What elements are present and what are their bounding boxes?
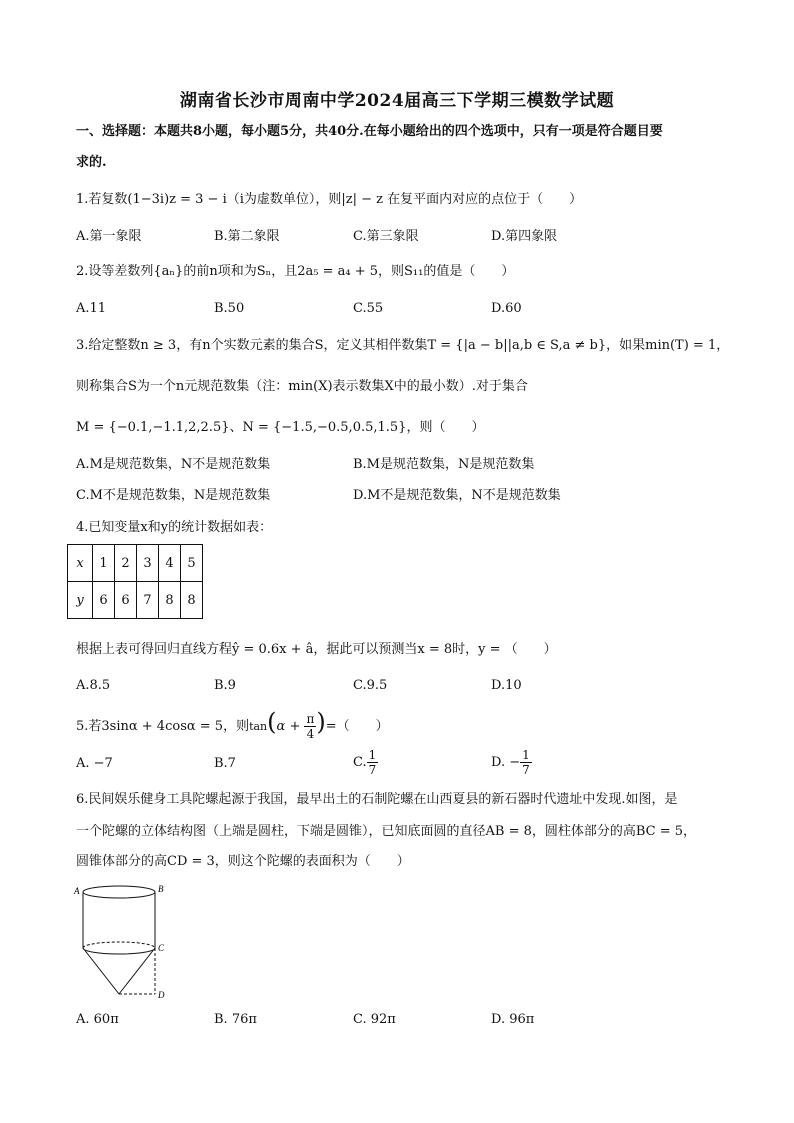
q5-pi-over-4: $\frac{\pi}{4}$: [306, 712, 315, 741]
cone-right-edge: [119, 948, 155, 994]
table-header-x: x: [68, 545, 93, 582]
table-cell: 2: [115, 545, 137, 582]
question-6-line1: 6.民间娱乐健身工具陀螺起源于我国，最早出土的石制陀螺在山西夏县的新石器时代遗址中发现.如图，是: [76, 792, 678, 807]
table-cell: 5: [181, 545, 203, 582]
label-c: C: [158, 943, 165, 953]
q2-option-b: B.50: [214, 301, 245, 316]
q5-alpha-plus: α +: [276, 719, 305, 734]
table-cell: 6: [93, 582, 115, 619]
q4-option-c: C.9.5: [353, 678, 388, 693]
q5-option-a: A. −7: [76, 756, 113, 771]
table-cell: 6: [115, 582, 137, 619]
question-6-line2: 一个陀螺的立体结构图（上端是圆柱，下端是圆锥），已知底面圆的直径AB = 8，圆柱体部分的高BC = 5，: [76, 824, 697, 839]
question-1-stem: 1.若复数(1−3i)z = 3 − i（i为虚数单位），则|z| − z 在复平面内对应的点位于（ ）: [76, 192, 583, 207]
q1-option-c: C.第三象限: [353, 229, 419, 244]
question-5-stem: 5.若3sinα + 4cosα = 5，则tan(α + $\frac{\pi}{4}$ )=（ ）: [76, 708, 389, 741]
label-d: D: [158, 990, 165, 1000]
section-instructions-line1: 一、选择题：本题共8小题，每小题5分，共40分.在每小题给出的四个选项中，只有一项是符合题目要: [76, 124, 663, 139]
table-header-y: y: [68, 582, 93, 619]
q4-option-a: A.8.5: [76, 678, 111, 693]
question-4-line2: 根据上表可得回归直线方程ŷ = 0.6x + â，据此可以预测当x = 8时，y = （ ）: [76, 642, 557, 657]
question-4-stem: 4.已知变量x和y的统计数据如表：: [76, 520, 273, 535]
cylinder-top-ellipse: [83, 886, 155, 898]
q5-option-c: C. $\frac{1}{7}$: [353, 748, 377, 777]
table-row: [68, 582, 203, 619]
statistics-table: [67, 544, 203, 619]
table-cell: 7: [137, 582, 159, 619]
label-a: A: [74, 886, 80, 896]
table-cell: 8: [159, 582, 181, 619]
q5-option-b: B.7: [214, 756, 236, 771]
table-row: [68, 545, 203, 582]
q3-option-a: A.M是规范数集，N不是规范数集: [76, 457, 271, 472]
q6-option-a: A. 60π: [76, 1012, 119, 1027]
q2-option-a: A.11: [76, 301, 107, 316]
cylinder-bottom-front-arc: [83, 948, 155, 954]
q2-option-c: C.55: [353, 301, 384, 316]
q5-tan: tan: [249, 720, 268, 733]
q1-option-b: B.第二象限: [214, 229, 280, 244]
table-cell: 3: [137, 545, 159, 582]
q6-option-d: D. 96π: [491, 1012, 535, 1027]
table-cell: 1: [93, 545, 115, 582]
page-title: 湖南省长沙市周南中学2024届高三下学期三模数学试题: [179, 91, 615, 111]
q6-option-c: C. 92π: [353, 1012, 396, 1027]
q5-stem-post: =（ ）: [325, 719, 389, 734]
table-cell: 8: [181, 582, 203, 619]
question-3-line1: 3.给定整数n ≥ 3，有n个实数元素的集合S，定义其相伴数集T = {|a − b||a,b ∈ S,a ≠ b}，如果min(T) = 1，: [76, 338, 730, 353]
q5-option-d: D. − $\frac{1}{7}$: [491, 748, 530, 777]
q3-option-d: D.M不是规范数集，N不是规范数集: [353, 488, 561, 503]
q4-option-d: D.10: [491, 678, 522, 693]
q1-option-d: D.第四象限: [491, 229, 558, 244]
q2-option-d: D.60: [491, 301, 522, 316]
spinning-top-figure: [70, 880, 180, 1005]
cone-left-edge: [83, 948, 119, 994]
label-b: B: [158, 884, 164, 894]
question-3-line2: 则称集合S为一个n元规范数集（注：min(X)表示数集X中的最小数）.对于集合: [76, 379, 528, 394]
cylinder-bottom-back-arc: [83, 942, 155, 948]
question-3-line3: M = {−0.1,−1.1,2,2.5}、N = {−1.5,−0.5,0.5,1.5}，则（ ）: [76, 420, 485, 435]
q3-option-c: C.M不是规范数集，N是规范数集: [76, 488, 271, 503]
q3-option-b: B.M是规范数集，N是规范数集: [353, 457, 535, 472]
q4-option-b: B.9: [214, 678, 236, 693]
q5-stem-pre: 5.若3sinα + 4cosα = 5，则: [76, 719, 250, 734]
question-2-stem: 2.设等差数列{aₙ}的前n项和为Sₙ，且2a₅ = a₄ + 5，则S₁₁的值是（ ）: [76, 264, 515, 279]
q1-option-a: A.第一象限: [76, 229, 142, 244]
section-instructions-line2: 求的.: [76, 155, 107, 170]
q6-option-b: B. 76π: [214, 1012, 257, 1027]
table-cell: 4: [159, 545, 181, 582]
question-6-line3: 圆锥体部分的高CD = 3，则这个陀螺的表面积为（ ）: [76, 854, 410, 869]
